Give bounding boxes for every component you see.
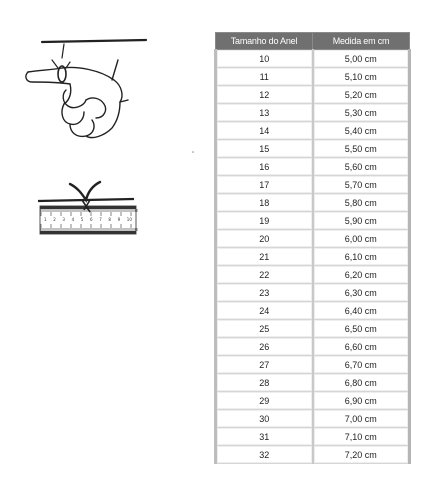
- measure-cell: 6,80 cm: [313, 374, 410, 392]
- ring-size-cell: 27: [216, 356, 313, 374]
- measure-cell: 6,40 cm: [313, 302, 410, 320]
- ruler-number: 6: [90, 217, 93, 222]
- ruler-number: 4: [71, 217, 75, 222]
- table-row: [216, 230, 410, 248]
- measure-cell: 7,20 cm: [313, 446, 410, 464]
- table-row: [216, 446, 410, 464]
- ring-size-cell: 30: [216, 410, 313, 428]
- table-row: [216, 86, 410, 104]
- table-header-row: [216, 33, 410, 50]
- table-row: [216, 68, 410, 86]
- string-on-ruler-icon: [38, 182, 137, 234]
- measure-cell: 5,30 cm: [313, 104, 410, 122]
- table-row: [216, 302, 410, 320]
- ring-size-table: [214, 32, 411, 464]
- ring-size-cell: 29: [216, 392, 313, 410]
- measure-cell: 6,10 cm: [313, 248, 410, 266]
- ruler-number: 8: [108, 217, 111, 222]
- ruler-number: 5: [80, 217, 84, 222]
- measure-cell: 5,90 cm: [313, 212, 410, 230]
- table-row: [216, 338, 410, 356]
- header-ring-size: Tamanho do Anel: [216, 33, 313, 50]
- finger-with-string-icon: [26, 40, 146, 138]
- ring-size-cell: 28: [216, 374, 313, 392]
- table-row: [216, 122, 410, 140]
- ring-size-cell: 17: [216, 176, 313, 194]
- ruler-number: 3: [62, 217, 65, 222]
- ring-size-cell: 15: [216, 140, 313, 158]
- measure-cell: 6,70 cm: [313, 356, 410, 374]
- table-row: [216, 176, 410, 194]
- measure-cell: 6,60 cm: [313, 338, 410, 356]
- table-row: [216, 374, 410, 392]
- table-row: [216, 284, 410, 302]
- ring-size-cell: 26: [216, 338, 313, 356]
- ring-size-cell: 20: [216, 230, 313, 248]
- ring-size-cell: 21: [216, 248, 313, 266]
- measure-cell: 5,70 cm: [313, 176, 410, 194]
- ring-size-cell: 22: [216, 266, 313, 284]
- ruler-number: 2: [53, 217, 56, 222]
- table-row: [216, 320, 410, 338]
- table-row: [216, 194, 410, 212]
- table-row: [216, 212, 410, 230]
- table-row: [216, 140, 410, 158]
- ring-size-cell: 11: [216, 68, 313, 86]
- ring-size-cell: 16: [216, 158, 313, 176]
- table-row: [216, 410, 410, 428]
- ring-size-cell: 12: [216, 86, 313, 104]
- ring-size-cell: 24: [216, 302, 313, 320]
- measure-cell: 6,30 cm: [313, 284, 410, 302]
- ring-size-cell: 31: [216, 428, 313, 446]
- ruler-number: 7: [99, 217, 102, 222]
- ring-size-cell: 32: [216, 446, 313, 464]
- table-row: [216, 266, 410, 284]
- measure-cell: 5,60 cm: [313, 158, 410, 176]
- table-row: [216, 104, 410, 122]
- measure-cell: 6,00 cm: [313, 230, 410, 248]
- table-body: [216, 50, 410, 464]
- ruler-number: 1: [44, 217, 47, 222]
- measure-cell: 5,80 cm: [313, 194, 410, 212]
- table-row: [216, 356, 410, 374]
- measure-cell: 7,10 cm: [313, 428, 410, 446]
- ring-size-cell: 19: [216, 212, 313, 230]
- ring-size-cell: 13: [216, 104, 313, 122]
- ring-size-cell: 25: [216, 320, 313, 338]
- measure-cell: 5,10 cm: [313, 68, 410, 86]
- measure-cell: 6,50 cm: [313, 320, 410, 338]
- measure-cell: 7,00 cm: [313, 410, 410, 428]
- table-row: [216, 158, 410, 176]
- ring-size-cell: 18: [216, 194, 313, 212]
- table-row: [216, 392, 410, 410]
- ruler-number: 10: [126, 217, 132, 222]
- measure-cell: 5,40 cm: [313, 122, 410, 140]
- measure-cell: 5,00 cm: [313, 50, 410, 68]
- measure-cell: 6,20 cm: [313, 266, 410, 284]
- stray-dot: [192, 151, 194, 153]
- header-measure-cm: Medida em cm: [313, 33, 410, 50]
- table-row: [216, 248, 410, 266]
- table-row: [216, 50, 410, 68]
- ring-size-cell: 10: [216, 50, 313, 68]
- ring-size-cell: 14: [216, 122, 313, 140]
- table-row: [216, 428, 410, 446]
- ruler-number: 9: [117, 217, 121, 222]
- measure-cell: 5,20 cm: [313, 86, 410, 104]
- ring-size-cell: 23: [216, 284, 313, 302]
- illustration: [0, 0, 200, 260]
- measure-cell: 6,90 cm: [313, 392, 410, 410]
- measure-cell: 5,50 cm: [313, 140, 410, 158]
